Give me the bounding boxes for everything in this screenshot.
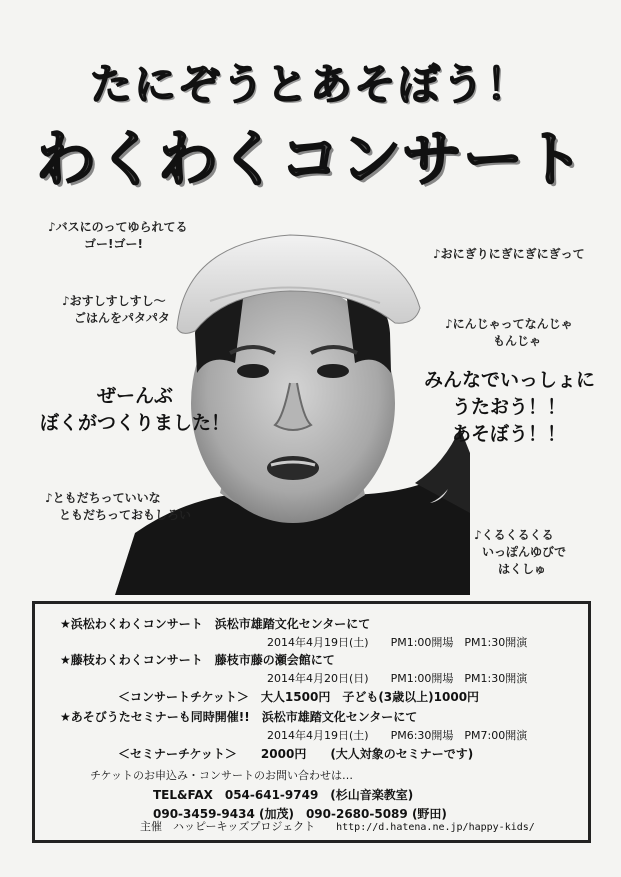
- concert-ticket-price: ＜コンサートチケット＞ 大人1500円 子ども(3歳以上)1000円: [118, 690, 480, 704]
- website-link[interactable]: http://d.hatena.ne.jp/happy-kids/: [336, 822, 535, 833]
- lyric-ninja: ♪にんじゃってなんじゃ もんじゃ: [445, 317, 573, 348]
- event-hamamatsu-schedule: 2014年4月19日(土) PM1:00開場 PM1:30開演: [267, 636, 528, 649]
- lyric-sushi: ♪おすしすしすし～ ごはんをパタパタ: [62, 294, 170, 325]
- contact-mobile: 090-3459-9434 (加茂) 090-2680-5089 (野田): [153, 807, 447, 821]
- event-fujieda-title: ★藤枝わくわくコンサート 藤枝市藤の瀬会館にて: [60, 653, 335, 667]
- lyric-kurukuru: ♪くるくるくる いっぽんゆびで はくしゅ: [474, 528, 567, 576]
- event-info-box: [32, 601, 591, 843]
- footer: [140, 818, 535, 834]
- headline-main: わくわくコンサート: [36, 125, 585, 195]
- lyric-tomodachi: ♪ともだちっていいな ともだちっておもしろい: [45, 491, 192, 522]
- event-hamamatsu-title: ★浜松わくわくコンサート 浜松市雄踏文化センターにて: [60, 617, 371, 631]
- seminar-title: ★あそびうたセミナーも同時開催!! 浜松市雄踏文化センターにて: [60, 710, 418, 724]
- contact-intro: チケットのお申込み・コンサートのお問い合わせは…: [90, 769, 354, 782]
- callout-left: ぜーんぶ ぼくがつくりました！: [40, 385, 231, 434]
- event-fujieda-schedule: 2014年4月20日(日) PM1:00開場 PM1:30開演: [267, 672, 528, 685]
- organizer: 主催 ハッピーキッズプロジェクト: [140, 820, 316, 833]
- seminar-schedule: 2014年4月19日(土) PM6:30開場 PM7:00開演: [267, 729, 528, 742]
- headline-top: たにぞうとあそぼう！: [89, 60, 530, 109]
- lyric-onigiri: ♪おにぎりにぎにぎにぎって: [433, 247, 585, 261]
- seminar-ticket-price: ＜セミナーチケット＞ 2000円 (大人対象のセミナーです): [118, 747, 474, 761]
- callout-right: みんなでいっしょに うたおう！！ あそぼう！！: [424, 369, 596, 445]
- contact-telfax: TEL&FAX 054-641-9749 (杉山音楽教室): [153, 788, 414, 802]
- lyric-bus: ♪バスにのってゆられてる ゴー!ゴー!: [48, 220, 188, 251]
